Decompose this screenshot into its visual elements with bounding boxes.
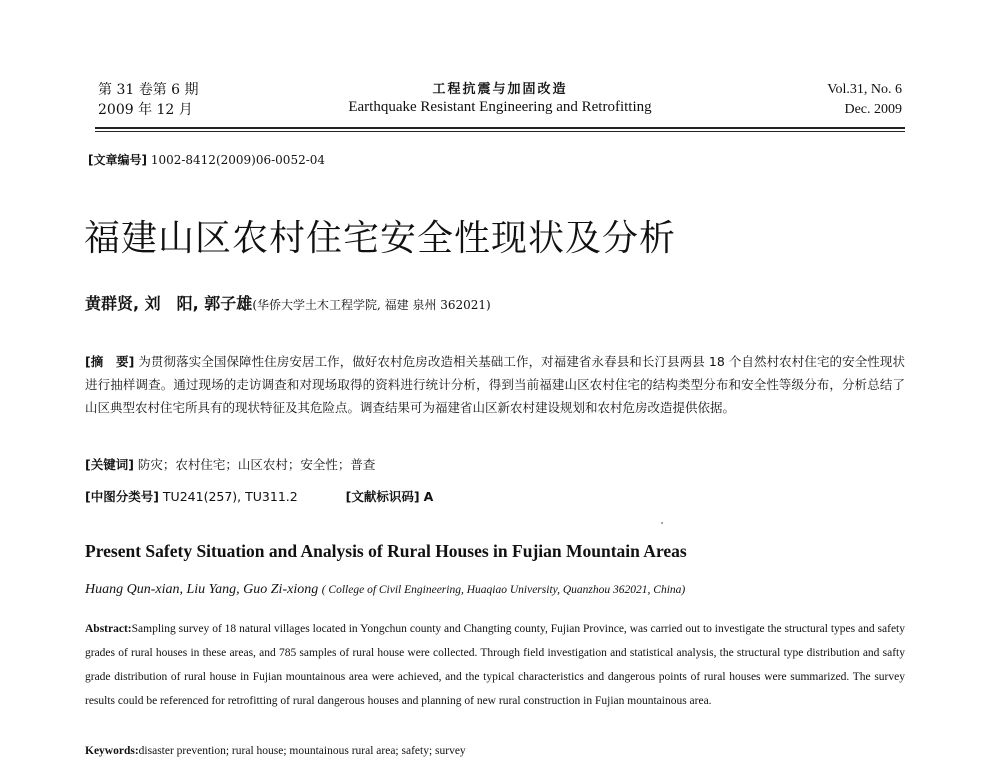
clc-value: TU241(257), TU311.2 — [162, 489, 298, 504]
keywords-en — [85, 745, 466, 757]
abstract-cn-text: 为贯彻落实全国保障性住房安居工作，做好农村危房改造相关基础工作，对福建省永春县和长汀县两县 18 个自然村农村住宅的安全性现状进行抽样调查。通过现场的走访调查和对现场取得的资料进行统计分析，得到当前福建山区农村住宅的结构类型分布和安全性等级分布，分析总结了山区典型农村住宅所具有的现状特征及其危险点。调查结果可为福建省山区新农村建设规划和农村危房改造提供依据。 — [85, 354, 905, 415]
keywords-cn-label: [关键词] — [85, 457, 134, 472]
journal-title-en: Earthquake Resistant Engineering and Retrofitting — [348, 99, 652, 115]
header-volume-issue-cn: 第 31 卷第 6 期 — [98, 82, 199, 98]
stray-mark — [661, 522, 663, 524]
author-affiliation-cn: (华侨大学土木工程学院, 福建 泉州 362021) — [252, 298, 491, 312]
header-volume-en — [827, 80, 902, 120]
header-volume-issue-en: Vol.31, No. 6 — [827, 82, 902, 97]
abstract-cn-label: [摘 要] — [85, 354, 135, 369]
keywords-en-label: Keywords: — [85, 745, 139, 757]
header-rule-thin — [95, 131, 905, 132]
keywords-en-text: disaster prevention; rural house; mountainous rural area; safety; survey — [138, 745, 466, 757]
paper-title-cn: 福建山区农村住宅安全性现状及分析 — [84, 218, 677, 259]
doc-code-label: [文献标识码] — [345, 489, 420, 504]
paper-title-en: Present Safety Situation and Analysis of Rural Houses in Fujian Mountain Areas — [85, 541, 687, 561]
header-volume-cn — [98, 80, 199, 120]
header-date-en: Dec. 2009 — [844, 102, 902, 117]
author-names-en: Huang Qun-xian, Liu Yang, Guo Zi-xiong — [85, 582, 319, 597]
authors-cn — [85, 291, 491, 314]
authors-en — [85, 582, 685, 598]
article-number-label: [文章编号] — [88, 153, 147, 167]
article-number — [88, 151, 325, 168]
keywords-cn — [85, 455, 375, 473]
abstract-en-text: Sampling survey of 18 natural villages located in Yongchun county and Changting county, Fujian Province, was carried out to investigate the structural types and safety grades of rural houses in these areas, and 785 samples of rural house were collected. Through field investigation and statistical analysis, the structural type distribution and safty grade distribution of rural house in Fujian mountainous area were achieved, and the typical characteristics and dangerous points of rural houses were summarized. The survey results could be referenced for retrofitting of rural dangerous houses and planning of new rural construction in Fujian mountainous area. — [85, 623, 905, 707]
header-journal — [300, 78, 700, 116]
keywords-cn-text: 防灾；农村住宅；山区农村；安全性；普查 — [137, 457, 376, 472]
abstract-cn — [85, 350, 905, 419]
abstract-en-label: Abstract: — [85, 623, 132, 635]
abstract-en — [85, 617, 905, 713]
journal-title-cn: 工程抗震与加固改造 — [432, 82, 568, 97]
classification — [85, 487, 433, 505]
header-rule-thick — [95, 127, 905, 129]
header-date-cn: 2009 年 12 月 — [98, 102, 193, 118]
article-number-value: 1002-8412(2009)06-0052-04 — [150, 153, 326, 167]
doc-code-value: A — [423, 489, 434, 504]
author-names-cn: 黄群贤, 刘 阳, 郭子雄 — [85, 294, 253, 313]
author-affiliation-en: ( College of Civil Engineering, Huaqiao University, Quanzhou 362021, China) — [321, 584, 686, 596]
clc-label: [中图分类号] — [85, 489, 159, 504]
